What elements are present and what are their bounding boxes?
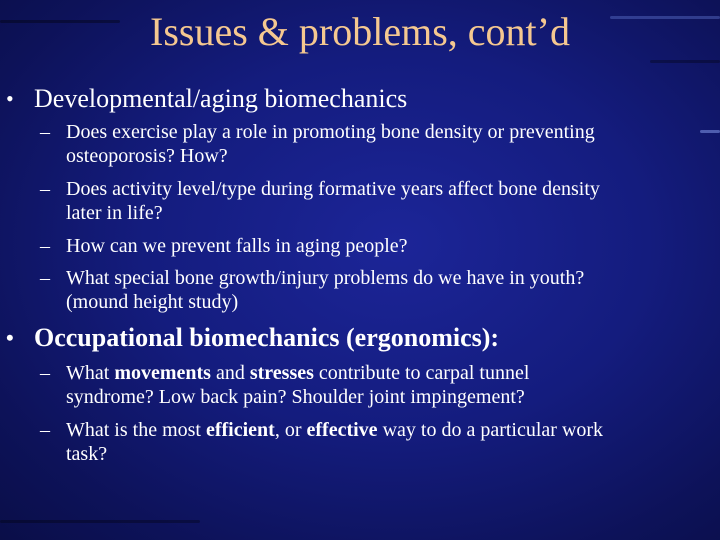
background-streak [650,60,720,63]
text-run: contribute to carpal tunnel [313,362,530,384]
bullet-text: Developmental/aging biomechanics [34,84,408,113]
text-run: and [210,362,250,384]
subitem-line: later in life? [66,202,163,224]
background-streak [0,520,200,523]
subitem-line: How can we prevent falls in aging people? [66,235,408,257]
subitem-line [66,418,716,442]
text-run: What [66,362,115,384]
bullet-marker: • [6,86,14,111]
emphasis-effective: effective [306,419,378,441]
dash-marker: – [40,178,50,200]
subitem-line: task? [66,443,108,465]
bullet-developmental [0,84,720,114]
dash-marker: – [40,362,50,384]
text-run: , or [274,419,307,441]
dash-marker: – [40,235,50,257]
subitem-line: Does exercise play a role in promoting bone density or preventing [66,121,595,143]
subitem-line [66,361,716,385]
subitem-line: osteoporosis? How? [66,145,228,167]
subitem-line: Does activity level/type during formative years affect bone density [66,178,600,200]
dash-marker: – [40,267,50,289]
subitem-line: (mound height study) [66,291,239,313]
dash-marker: – [40,121,50,143]
emphasis-stresses: stresses [249,362,314,384]
emphasis-movements: movements [114,362,211,384]
subitem-line: syndrome? Low back pain? Shoulder joint impingement? [66,386,525,408]
text-run: way to do a particular work [377,419,604,441]
text-run: What is the most [66,419,206,441]
dash-marker: – [40,419,50,441]
bullet-marker: • [6,325,14,350]
emphasis-efficient: efficient [205,419,275,441]
bullet-text: Occupational biomechanics (ergonomics): [34,323,500,352]
subitem-line: What special bone growth/injury problems do we have in youth? [66,267,585,289]
bullet-occupational [0,320,720,356]
slide-title: Issues & problems, cont’d [150,9,570,54]
